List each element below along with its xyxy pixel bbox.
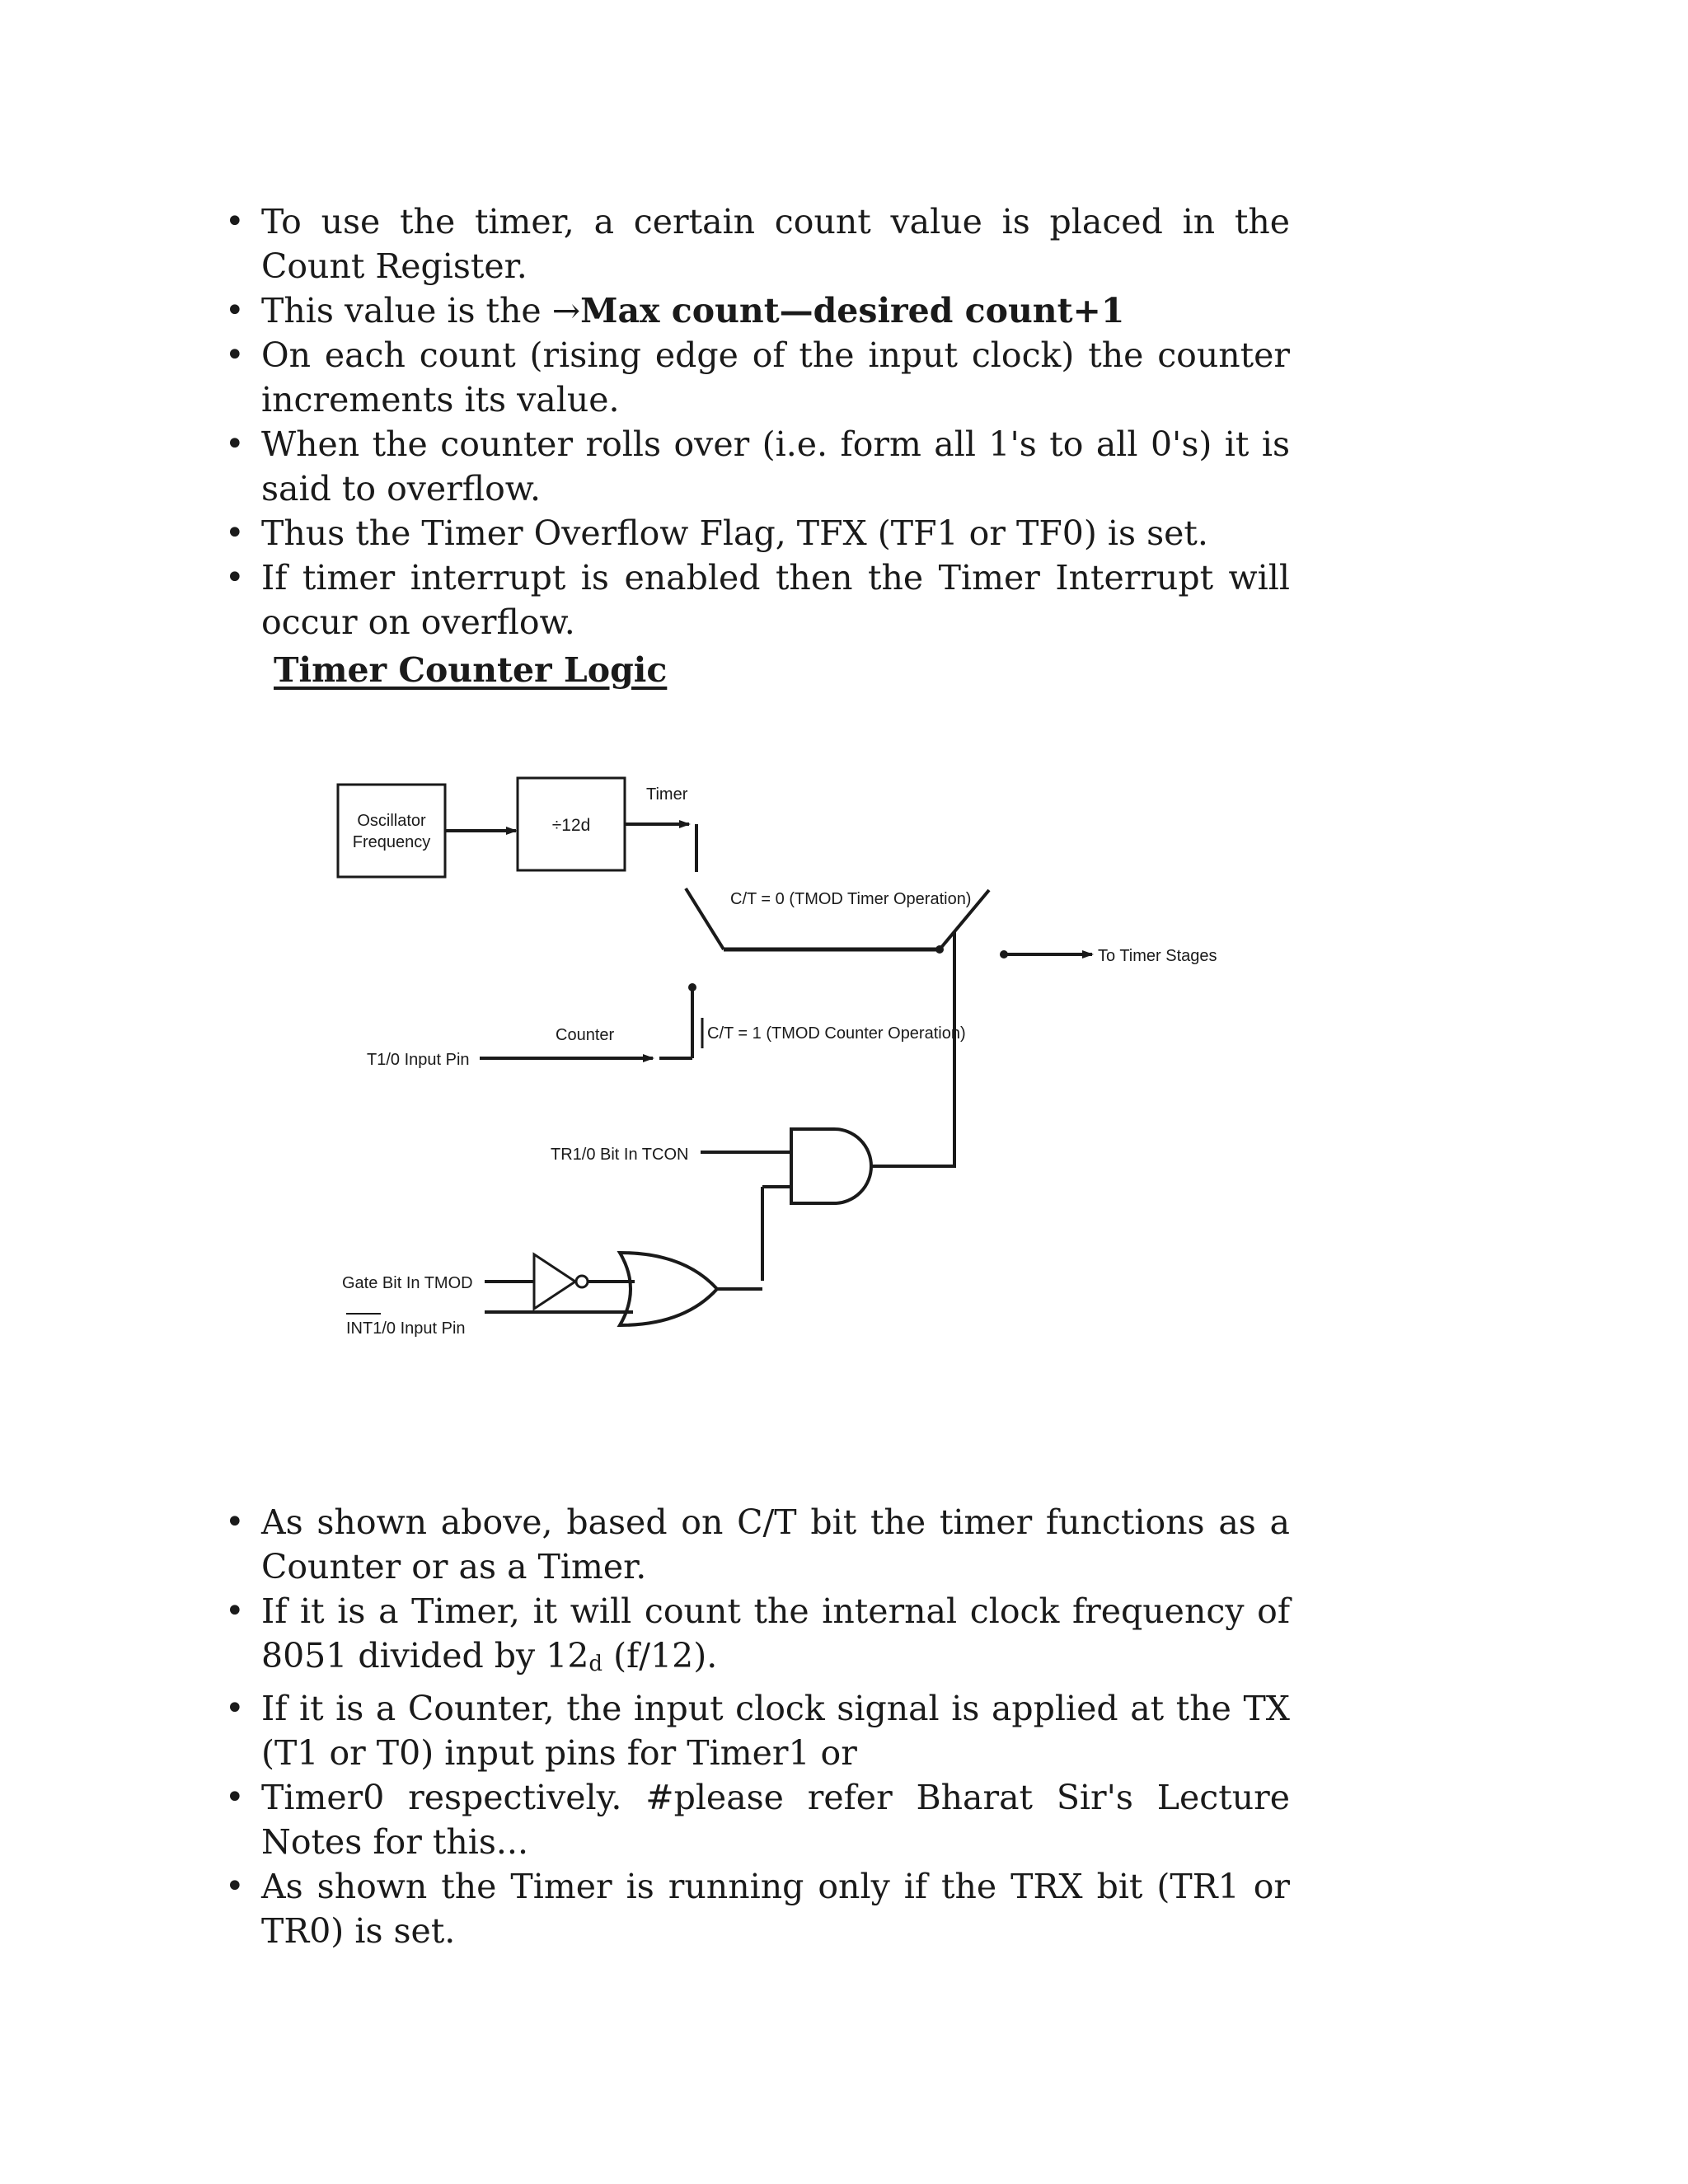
bullet-icon: • (225, 1868, 245, 1905)
list-item (218, 422, 1290, 511)
oscillator-label-line2: Frequency (352, 833, 431, 851)
section-heading: Timer Counter Logic (274, 650, 668, 690)
list-item (218, 511, 1290, 555)
oscillator-label-line1: Oscillator (357, 812, 426, 830)
divider-label: ÷12d (551, 816, 591, 835)
counter-contact-dot (688, 983, 696, 991)
bullet-icon: • (225, 203, 245, 241)
list-item (218, 1686, 1290, 1775)
list-item (218, 1500, 1290, 1589)
t1-input-pin-label: T1/0 Input Pin (367, 1051, 470, 1069)
list-item (218, 288, 1290, 333)
list-item (218, 1864, 1290, 1953)
bullet-list-top (218, 199, 1290, 644)
bullet-icon: • (225, 559, 245, 597)
counter-label: Counter (556, 1026, 615, 1044)
list-item (218, 333, 1290, 422)
list-item-text: As shown the Timer is running only if the TRX bit (TR1 or TR0) is set. (261, 1867, 1290, 1951)
list-item-text: On each count (rising edge of the input clock) the counter increments its value. (261, 335, 1290, 419)
bullet-icon: • (225, 336, 245, 374)
list-item (218, 1775, 1290, 1864)
ct1-label: C/T = 1 (TMOD Counter Operation) (707, 1024, 966, 1043)
to-timer-stages-label: To Timer Stages (1098, 947, 1217, 965)
list-item-text: As shown above, based on C/T bit the timer functions as a Counter or as a Timer. (261, 1502, 1290, 1586)
list-item-text: If it is a Counter, the input clock signal is applied at the TX (T1 or T0) input pins for Timer1 or (261, 1689, 1290, 1773)
list-item-text: To use the timer, a certain count value is placed in the Count Register. (261, 202, 1290, 286)
right-arrow-icon: → (551, 291, 581, 330)
bullet-icon: • (225, 514, 245, 552)
timer-counter-logic-diagram (330, 766, 1236, 1352)
list-item-text: If timer interrupt is enabled then the Timer Interrupt will occur on overflow. (261, 558, 1290, 642)
and-gate (791, 1129, 871, 1203)
formula-text: Max count—desired count+1 (580, 291, 1125, 330)
list-item (218, 1589, 1290, 1686)
not-gate (534, 1254, 575, 1309)
bullet-icon: • (225, 1503, 245, 1541)
list-item-text: When the counter rolls over (i.e. form all 1's to all 0's) it is said to overflow. (261, 424, 1290, 509)
list-item-prefix: This value is the (261, 291, 552, 330)
list-item (218, 555, 1290, 644)
timer-switch-blade (686, 888, 724, 949)
list-item (218, 199, 1290, 288)
bullet-icon: • (225, 425, 245, 463)
timer-label: Timer (646, 785, 688, 804)
list-item-text: Timer0 respectively. #please refer Bharat Sir's Lecture Notes for this... (261, 1778, 1290, 1862)
list-item-text (261, 288, 1290, 333)
list-item-suffix: (f/12). (603, 1636, 718, 1675)
gate-bit-label: Gate Bit In TMOD (342, 1274, 473, 1292)
bullet-list-bottom (218, 1500, 1290, 1953)
bullet-icon: • (225, 1779, 245, 1816)
list-item-text: Thus the Timer Overflow Flag, TFX (TF1 or TF0) is set. (261, 513, 1208, 553)
list-item-prefix: If it is a Timer, it will count the internal clock frequency of 8051 divided by 12 (261, 1591, 1290, 1675)
subscript-d: d (588, 1652, 603, 1676)
list-item-text (261, 1589, 1290, 1686)
bullet-icon: • (225, 1690, 245, 1727)
oscillator-box (338, 785, 445, 877)
tr-bit-label: TR1/0 Bit In TCON (551, 1146, 689, 1164)
not-gate-bubble (576, 1276, 588, 1287)
int-input-pin-label: INT1/0 Input Pin (346, 1319, 466, 1338)
bullet-icon: • (225, 292, 245, 330)
ct0-label: C/T = 0 (TMOD Timer Operation) (730, 890, 972, 908)
bullet-icon: • (225, 1592, 245, 1630)
or-gate (620, 1253, 717, 1325)
